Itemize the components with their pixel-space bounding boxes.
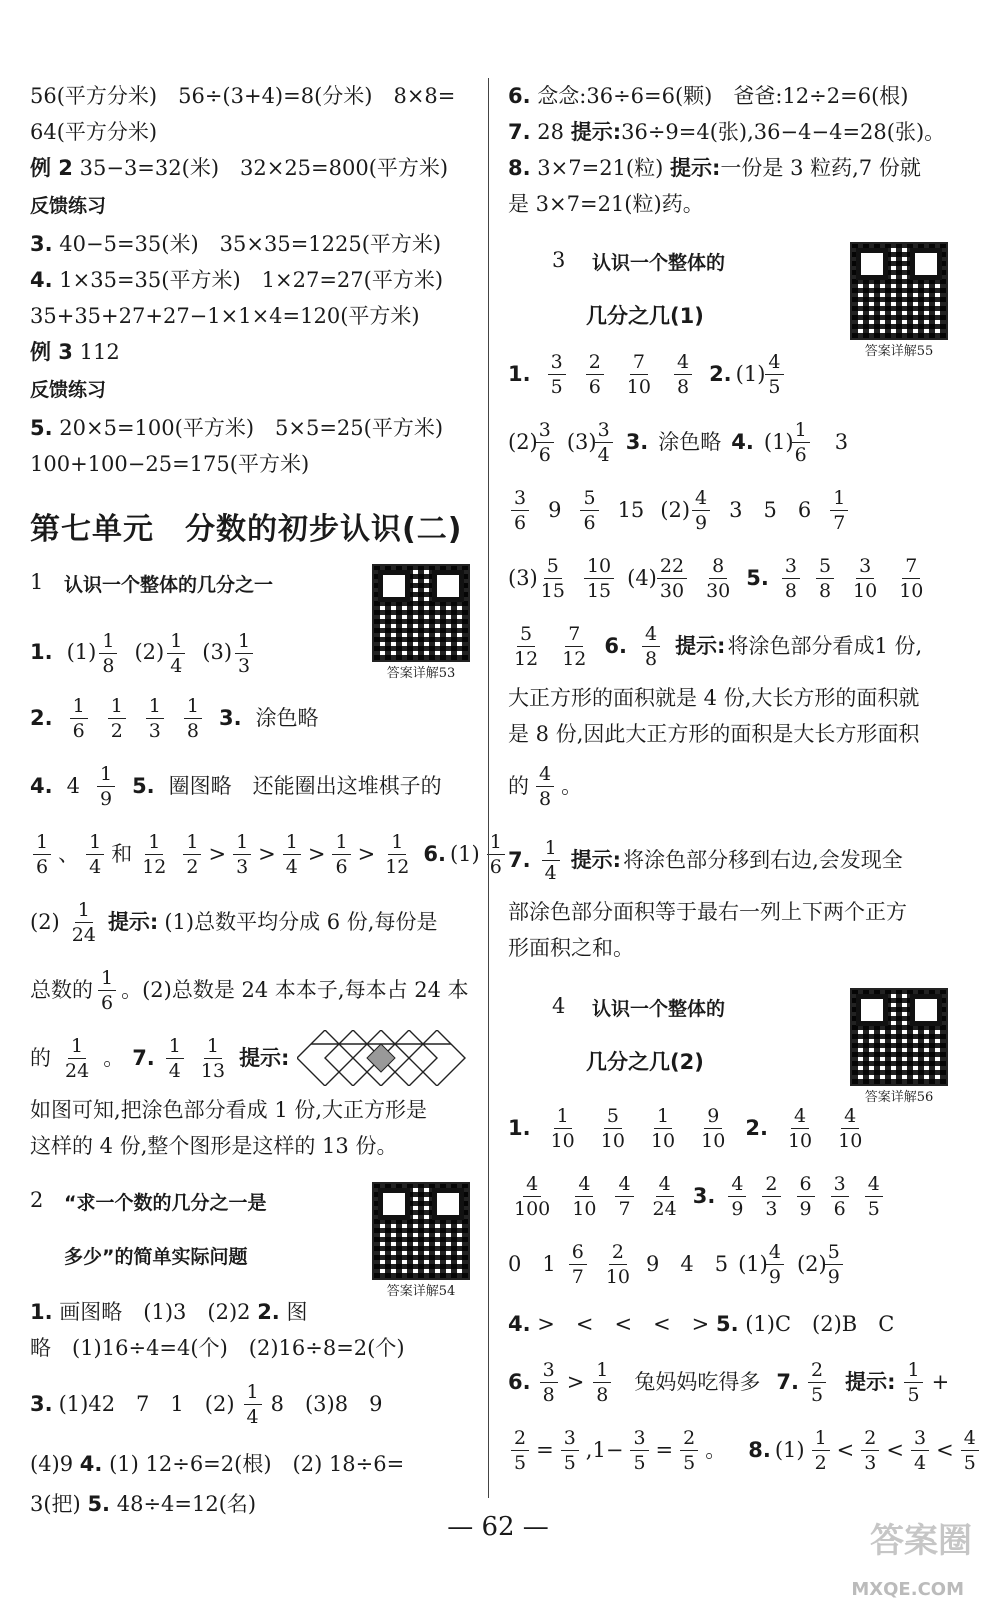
fraction: $\frac{22}{30}$ bbox=[657, 554, 687, 603]
fraction: $\frac{3}{6}$ bbox=[511, 486, 529, 535]
question-label: 3. bbox=[30, 232, 53, 256]
fraction: $\frac{3}{10}$ bbox=[853, 554, 878, 602]
unit-title: 第七单元 分数的初步认识(二) bbox=[30, 512, 463, 547]
l3-row-6 bbox=[508, 752, 948, 820]
answer-value: 4 bbox=[66, 774, 80, 798]
example-label: 例 2 bbox=[30, 156, 73, 180]
question-label: 4. bbox=[79, 1452, 103, 1476]
question-label: 2. bbox=[709, 362, 732, 386]
text-line: 形面积之和。 bbox=[508, 936, 634, 960]
question-label: 5. bbox=[132, 774, 155, 798]
question-7 bbox=[508, 114, 948, 150]
text-fragment: ,1− bbox=[585, 1438, 624, 1462]
l3-row-7 bbox=[508, 826, 948, 894]
text-fragment: (4)9 bbox=[30, 1452, 74, 1476]
answer-value: 3 bbox=[834, 430, 849, 454]
l2-question-3 bbox=[30, 1370, 470, 1438]
text-line: 大正方形的面积就是 4 份,大长方形的面积就 bbox=[508, 686, 920, 710]
feedback-heading: 反馈练习 bbox=[30, 195, 107, 217]
fraction: $\frac{1}{6}$ bbox=[98, 966, 116, 1015]
fraction: $\frac{4}{10}$ bbox=[787, 1104, 813, 1152]
text-fragment: 。 bbox=[103, 1046, 125, 1070]
fraction: $\frac{9}{10}$ bbox=[701, 1104, 726, 1152]
l3-row-3 bbox=[508, 476, 948, 544]
fraction: $\frac{1}{2}$ bbox=[108, 694, 126, 743]
text-line: 35+35+27+27−1×1×4=120(平方米) bbox=[30, 304, 420, 328]
lesson-1-header bbox=[30, 564, 470, 681]
qr-code-icon[interactable] bbox=[372, 1182, 470, 1280]
left-column bbox=[30, 78, 502, 1522]
question-text: 20×5=100(平方米) 5×5=25(平方米) bbox=[59, 416, 444, 440]
fraction: $\frac{5}{15}$ bbox=[540, 554, 565, 602]
qr-label: 答案详解56 bbox=[864, 1090, 934, 1105]
question-label: 4. bbox=[30, 774, 53, 798]
fraction: $\frac{5}{9}$ bbox=[825, 1240, 843, 1289]
fraction: $\frac{2}{6}$ bbox=[586, 350, 604, 399]
question-text: 涂色略 bbox=[658, 430, 722, 454]
fraction: $\frac{1}{4}$ bbox=[86, 830, 104, 879]
fraction: $\frac{1}{8}$ bbox=[593, 1358, 611, 1407]
fraction: $\frac{4}{5}$ bbox=[865, 1172, 883, 1221]
l4-row-3 bbox=[508, 1230, 948, 1298]
question-label: 1. bbox=[30, 640, 53, 664]
fraction: $\frac{2}{3}$ bbox=[861, 1426, 879, 1475]
example-2 bbox=[30, 150, 470, 186]
lesson-title: 认识一个整体的几分之一 bbox=[64, 574, 274, 596]
fraction: $\frac{1}{3}$ bbox=[235, 629, 253, 678]
fraction: $\frac{4}{7}$ bbox=[615, 1172, 633, 1221]
part-label: (1) bbox=[735, 362, 766, 386]
fraction: $\frac{1}{10}$ bbox=[650, 1104, 676, 1152]
fraction: $\frac{1}{4}$ bbox=[167, 629, 185, 678]
part-label: (3) bbox=[508, 566, 538, 590]
question-label: 6. bbox=[508, 84, 531, 108]
question-text: 圈图略 还能圈出这堆棋子的 bbox=[168, 774, 442, 798]
operator: + bbox=[931, 1370, 950, 1394]
question-label: 1. bbox=[30, 1300, 53, 1324]
hint-text: 一份是 3 粒药,7 份就 bbox=[720, 156, 921, 180]
question-text: 3×7=21(粒) bbox=[537, 156, 664, 180]
fraction: $\frac{1}{24}$ bbox=[71, 898, 96, 946]
fraction: $\frac{5}{6}$ bbox=[580, 486, 598, 535]
question-label: 5. bbox=[746, 566, 769, 590]
text-line: 略 (1)16÷4=4(个) (2)16÷8=2(个) bbox=[30, 1336, 405, 1360]
part-label: (2) bbox=[134, 640, 165, 664]
part-label: (4) bbox=[627, 566, 657, 590]
question-label: 7. bbox=[508, 120, 531, 144]
hint-label: 提示: bbox=[845, 1370, 896, 1394]
diamond-grid-figure bbox=[297, 1030, 467, 1086]
part-label: (2) bbox=[30, 910, 60, 934]
question-text: > < < < > bbox=[537, 1312, 710, 1336]
question-5 bbox=[30, 410, 470, 446]
fraction: $\frac{4}{24}$ bbox=[652, 1172, 677, 1220]
watermark-url: MXQE.COM bbox=[851, 1579, 964, 1600]
fraction: $\frac{5}{8}$ bbox=[816, 554, 834, 603]
question-label: 7. bbox=[776, 1370, 799, 1394]
text-line: 部涂色部分面积等于最右一列上下两个正方 bbox=[508, 900, 907, 924]
question-label: 8. bbox=[508, 156, 531, 180]
question-label: 6. bbox=[508, 1370, 531, 1394]
text-fragment: 3(把) bbox=[30, 1492, 81, 1516]
fraction: $\frac{1}{12}$ bbox=[142, 830, 167, 878]
l2-question-4 bbox=[30, 1446, 470, 1482]
fraction: $\frac{1}{3}$ bbox=[233, 830, 251, 879]
example-label: 例 3 bbox=[30, 340, 73, 364]
question-8 bbox=[508, 150, 948, 186]
part-label: (1) bbox=[763, 430, 794, 454]
hint-label: 提示: bbox=[239, 1046, 290, 1070]
question-label: 2. bbox=[257, 1300, 280, 1324]
qr-label: 答案详解54 bbox=[386, 1284, 456, 1299]
question-label: 5. bbox=[715, 1312, 739, 1336]
answer-value: 9 bbox=[548, 498, 562, 522]
fraction: $\frac{1}{12}$ bbox=[385, 830, 410, 878]
question-text: (1) 12÷6=2(根) (2) 18÷6= bbox=[109, 1452, 405, 1476]
question-text: 48÷4=12(名) bbox=[116, 1492, 257, 1516]
text-line: 64(平方分米) bbox=[30, 120, 158, 144]
question-4 bbox=[30, 262, 470, 298]
fraction: $\frac{3}{5}$ bbox=[630, 1426, 648, 1475]
fraction: $\frac{3}{4}$ bbox=[911, 1426, 929, 1475]
fraction: $\frac{8}{30}$ bbox=[706, 554, 731, 602]
fraction: $\frac{1}{2}$ bbox=[183, 830, 201, 879]
question-label: 4. bbox=[30, 268, 53, 292]
fraction: $\frac{7}{10}$ bbox=[899, 554, 924, 602]
text-fragment: 。 bbox=[705, 1438, 727, 1462]
lesson-title: 几分之几(2) bbox=[586, 1050, 704, 1074]
fraction: $\frac{4}{5}$ bbox=[765, 350, 783, 399]
part-label: (1) bbox=[738, 1252, 768, 1276]
fraction: $\frac{4}{8}$ bbox=[642, 622, 660, 671]
example-3 bbox=[30, 334, 470, 370]
operator: = bbox=[536, 1438, 554, 1462]
fraction: $\frac{4}{9}$ bbox=[728, 1172, 746, 1221]
answer-value: 3 5 6 bbox=[729, 498, 812, 522]
part-label: (1) bbox=[66, 640, 97, 664]
text-fragment: 总数的 bbox=[30, 978, 93, 1002]
qr-code-icon[interactable] bbox=[850, 988, 948, 1086]
comparison: > bbox=[208, 842, 227, 866]
l4-row-6 bbox=[508, 1416, 976, 1484]
qr-label: 答案详解55 bbox=[864, 344, 934, 359]
l1-row-5 bbox=[30, 820, 502, 888]
l4-row-5 bbox=[508, 1348, 948, 1416]
example-text: 112 bbox=[79, 340, 120, 364]
qr-code-icon[interactable] bbox=[850, 242, 948, 340]
fraction: $\frac{1}{2}$ bbox=[812, 1426, 830, 1475]
question-text: 图 bbox=[286, 1300, 308, 1324]
part-label: (2) bbox=[660, 498, 691, 522]
question-text: 40−5=35(米) 35×35=1225(平方米) bbox=[59, 232, 442, 256]
lesson-4-header bbox=[508, 988, 948, 1105]
text-fragment: 。 bbox=[561, 774, 583, 798]
question-label: 4. bbox=[731, 430, 754, 454]
fraction: $\frac{1}{24}$ bbox=[65, 1034, 90, 1082]
question-label: 1. bbox=[508, 362, 531, 386]
fraction: $\frac{1}{10}$ bbox=[550, 1104, 575, 1152]
fraction: $\frac{5}{12}$ bbox=[514, 622, 539, 670]
lesson-2-header bbox=[30, 1182, 470, 1299]
column-divider bbox=[488, 78, 489, 1498]
fraction: $\frac{1}{6}$ bbox=[70, 694, 88, 743]
fraction: $\frac{3}{4}$ bbox=[595, 418, 613, 467]
fraction: $\frac{6}{9}$ bbox=[797, 1172, 815, 1221]
l3-row-4 bbox=[508, 544, 948, 612]
comparison: < bbox=[886, 1438, 904, 1462]
fraction: $\frac{4}{8}$ bbox=[674, 350, 692, 399]
l4-row-2 bbox=[508, 1162, 948, 1230]
fraction: $\frac{3}{8}$ bbox=[540, 1358, 558, 1407]
fraction: $\frac{7}{10}$ bbox=[626, 350, 651, 398]
fraction: $\frac{4}{100}$ bbox=[514, 1172, 551, 1220]
text-line: 是 3×7=21(粒)药。 bbox=[508, 192, 704, 216]
hint-label: 提示: bbox=[570, 120, 622, 144]
l2-question-1 bbox=[30, 1294, 470, 1330]
text-fragment: 的 bbox=[30, 1046, 51, 1070]
question-label: 8. bbox=[748, 1438, 771, 1462]
operator: = bbox=[655, 1438, 674, 1462]
hint-text: 36÷9=4(张),36−4−4=28(张)。 bbox=[621, 120, 946, 144]
l3-row-2 bbox=[508, 408, 948, 476]
question-label: 7. bbox=[132, 1046, 155, 1070]
comparison: < bbox=[836, 1438, 855, 1462]
question-text: 画图略 (1)3 (2)2 bbox=[59, 1300, 251, 1324]
right-column bbox=[508, 78, 976, 1484]
qr-code-icon[interactable] bbox=[372, 564, 470, 662]
comparison: > bbox=[307, 842, 326, 866]
fraction: $\frac{4}{9}$ bbox=[692, 486, 710, 535]
fraction: $\frac{2}{3}$ bbox=[762, 1172, 780, 1221]
lesson-title: 认识一个整体的 bbox=[592, 998, 726, 1020]
question-label: 3. bbox=[218, 706, 242, 730]
fraction: $\frac{1}{6}$ bbox=[33, 830, 51, 879]
part-label: (2) bbox=[796, 1252, 827, 1276]
fraction: $\frac{1}{7}$ bbox=[830, 486, 848, 535]
question-3 bbox=[30, 226, 470, 262]
l1-question-2 bbox=[30, 684, 470, 752]
question-label: 3. bbox=[30, 1392, 53, 1416]
answer-value: 0 1 bbox=[508, 1252, 556, 1276]
l1-question-4 bbox=[30, 752, 470, 820]
hint-text: (1)总数平均分成 6 份,每份是 bbox=[164, 910, 438, 934]
hint-label: 提示: bbox=[675, 634, 726, 658]
question-text: (1)42 7 1 (2) bbox=[58, 1392, 235, 1416]
fraction: $\frac{1}{8}$ bbox=[184, 694, 202, 743]
fraction: $\frac{3}{5}$ bbox=[561, 1426, 579, 1475]
hint-text: 将涂色部分看成1 份, bbox=[727, 634, 923, 658]
question-text: 28 bbox=[537, 120, 565, 144]
fraction: $\frac{3}{6}$ bbox=[536, 418, 554, 467]
answer-value: 15 bbox=[617, 498, 645, 522]
fraction: $\frac{3}{8}$ bbox=[782, 554, 800, 603]
fraction: $\frac{3}{5}$ bbox=[548, 350, 566, 399]
question-label: 4. bbox=[508, 1312, 531, 1336]
question-label: 6. bbox=[604, 634, 627, 658]
l1-row-7 bbox=[30, 956, 470, 1024]
comparison: < bbox=[936, 1438, 954, 1462]
text-line: 如图可知,把涂色部分看成 1 份,大正方形是 bbox=[30, 1098, 428, 1122]
question-label: 6. bbox=[423, 842, 446, 866]
fraction: $\frac{1}{6}$ bbox=[332, 830, 350, 879]
question-text: 1×35=35(平方米) 1×27=27(平方米) bbox=[59, 268, 444, 292]
text-line: 这样的 4 份,整个图形是这样的 13 份。 bbox=[30, 1134, 398, 1158]
question-label: 5. bbox=[30, 416, 53, 440]
fraction: $\frac{2}{5}$ bbox=[680, 1426, 698, 1475]
fraction: $\frac{1}{3}$ bbox=[146, 694, 164, 743]
fraction: $\frac{1}{6}$ bbox=[487, 830, 505, 879]
part-label: (3) bbox=[202, 640, 233, 664]
lesson-title: 几分之几(1) bbox=[586, 304, 704, 328]
fraction: $\frac{4}{5}$ bbox=[961, 1426, 979, 1475]
part-label: (1) bbox=[449, 842, 480, 866]
question-label: 7. bbox=[508, 848, 531, 872]
question-label: 3. bbox=[692, 1184, 716, 1208]
page-number: — 62 — bbox=[447, 1512, 549, 1542]
hint-label: 提示: bbox=[107, 910, 159, 934]
fraction: $\frac{4}{10}$ bbox=[572, 1172, 597, 1220]
text-line: 100+100−25=175(平方米) bbox=[30, 452, 310, 476]
feedback-heading: 反馈练习 bbox=[30, 379, 107, 401]
fraction: $\frac{10}{15}$ bbox=[584, 554, 614, 603]
text-fragment: 。(2)总数是 24 本本子,每本占 24 本 bbox=[121, 978, 469, 1002]
question-label: 5. bbox=[87, 1492, 111, 1516]
fraction: $\frac{4}{9}$ bbox=[766, 1240, 784, 1289]
lesson-3-header bbox=[508, 242, 948, 359]
question-text: 念念:36÷6=6(颗) 爸爸:12÷2=6(根) bbox=[537, 84, 909, 108]
comparison: > bbox=[566, 1370, 585, 1394]
fraction: $\frac{7}{12}$ bbox=[562, 622, 587, 670]
lesson-number: 4 bbox=[552, 994, 566, 1018]
fraction: $\frac{1}{5}$ bbox=[904, 1358, 922, 1407]
fraction: $\frac{1}{9}$ bbox=[97, 762, 115, 811]
question-text: 8 (3)8 9 bbox=[270, 1392, 383, 1416]
answer-text: 兔妈妈吃得多 bbox=[634, 1370, 761, 1394]
conjunction: 和 bbox=[111, 842, 133, 866]
fraction: $\frac{1}{4}$ bbox=[283, 830, 301, 879]
question-text: (1)C (2)B C bbox=[745, 1312, 895, 1336]
lesson-number: 2 bbox=[30, 1188, 44, 1212]
separator: 、 bbox=[58, 842, 80, 866]
part-label: (2) bbox=[508, 430, 538, 454]
lesson-title: 多少”的简单实际问题 bbox=[64, 1246, 248, 1268]
question-label: 2. bbox=[30, 706, 53, 730]
fraction: $\frac{4}{10}$ bbox=[838, 1104, 863, 1152]
fraction: $\frac{2}{10}$ bbox=[605, 1240, 631, 1288]
question-text: 涂色略 bbox=[255, 706, 319, 730]
fraction: $\frac{1}{13}$ bbox=[200, 1034, 226, 1082]
comparison: > bbox=[357, 842, 376, 866]
l1-question-1 bbox=[30, 618, 256, 686]
l1-row-6 bbox=[30, 888, 470, 956]
fraction: $\frac{3}{6}$ bbox=[831, 1172, 849, 1221]
part-label: (1) bbox=[774, 1438, 805, 1462]
l3-row-5 bbox=[508, 612, 948, 680]
fraction: $\frac{1}{8}$ bbox=[99, 629, 117, 678]
hint-label: 提示: bbox=[670, 156, 721, 180]
l4-row-4 bbox=[508, 1306, 948, 1342]
fraction: $\frac{1}{4}$ bbox=[542, 836, 560, 885]
fraction: $\frac{1}{4}$ bbox=[244, 1380, 262, 1429]
watermark-logo: 答案圈 bbox=[870, 1521, 972, 1561]
part-label: (3) bbox=[566, 430, 597, 454]
l1-row-8 bbox=[30, 1024, 470, 1092]
lesson-number: 3 bbox=[552, 248, 566, 272]
question-label: 1. bbox=[508, 1116, 531, 1140]
hint-text: 将涂色部分移到右边,会发现全 bbox=[623, 848, 903, 872]
fraction: $\frac{2}{5}$ bbox=[511, 1426, 529, 1475]
lesson-number: 1 bbox=[30, 570, 44, 594]
fraction: $\frac{1}{6}$ bbox=[792, 418, 810, 467]
question-label: 2. bbox=[745, 1116, 768, 1140]
fraction: $\frac{2}{5}$ bbox=[808, 1358, 826, 1407]
lesson-title: 认识一个整体的 bbox=[592, 252, 726, 274]
fraction: $\frac{4}{8}$ bbox=[536, 762, 554, 811]
text-line: 56(平方分米) 56÷(3+4)=8(分米) 8×8= bbox=[30, 84, 456, 108]
text-line: 是 8 份,因此大正方形的面积是大长方形面积 bbox=[508, 722, 920, 746]
example-text: 35−3=32(米) 32×25=800(平方米) bbox=[79, 156, 449, 180]
answer-value: 9 4 5 bbox=[646, 1252, 729, 1276]
fraction: $\frac{5}{10}$ bbox=[600, 1104, 625, 1152]
hint-label: 提示: bbox=[570, 848, 622, 872]
comparison: > bbox=[258, 842, 276, 866]
text-fragment: 的 bbox=[508, 774, 529, 798]
qr-label: 答案详解53 bbox=[386, 666, 456, 681]
lesson-title: “求一个数的几分之一是 bbox=[64, 1192, 267, 1214]
question-6 bbox=[508, 78, 948, 114]
fraction: $\frac{1}{4}$ bbox=[166, 1034, 184, 1083]
fraction: $\frac{6}{7}$ bbox=[569, 1240, 587, 1289]
question-label: 3. bbox=[625, 430, 649, 454]
